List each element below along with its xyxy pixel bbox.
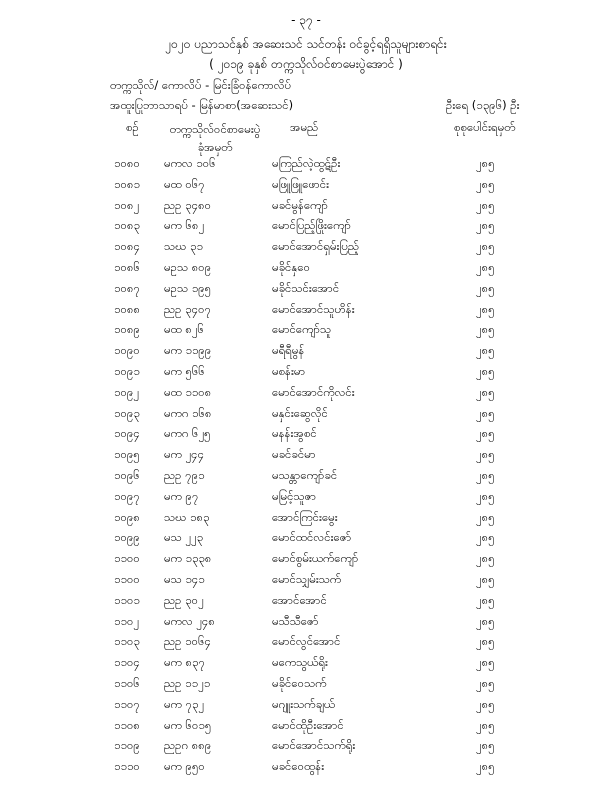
- table-row: [0, 218, 612, 239]
- student-name: မောင်စွမ်းယက်ကျော်: [272, 551, 359, 566]
- total-marks: ၂၈၅: [476, 467, 495, 482]
- total-marks: ၂၈၅: [476, 405, 495, 420]
- student-name: မကြည်လဲ့ထွဋ်ဦး: [272, 156, 341, 170]
- table-row: [0, 468, 612, 489]
- student-name: မောင်အောင်သက်ရိုး: [272, 738, 356, 753]
- total-marks: ၂၈၅: [476, 592, 495, 607]
- total-marks: ၂၈၅: [476, 634, 495, 649]
- table-row: [0, 322, 612, 343]
- registration-number: မက ၂၄၄: [164, 447, 205, 462]
- student-name: မဂျူးသက်ချယ်: [272, 696, 336, 711]
- row-number: ၁၀၈၇: [114, 280, 140, 295]
- row-number: ၁၀၉၉: [114, 530, 140, 545]
- registration-number: ညဥ ၃၄၈၀: [164, 197, 212, 212]
- registration-number: မက ၈၃၇: [164, 655, 205, 670]
- row-number: ၁၀၈၃: [114, 218, 140, 233]
- row-number: ၁၀၉၈: [114, 509, 140, 524]
- registration-number: မက ၅၆၆: [164, 363, 205, 378]
- document-subtitle: ( ၂၀၁၉ ခုနှစ် တက္ကသိုလ်ဝင်စာမေးပွဲအောင် ): [209, 57, 403, 71]
- table-row: [0, 364, 612, 385]
- registration-number: မထ ၁၁၀၈: [164, 384, 212, 399]
- total-marks: ၂၈၅: [476, 530, 495, 545]
- table-row: [0, 281, 612, 302]
- region-line: တက္ကသိုလ်/ ကောလိပ် - မြင်းခြံဝန်ကောလိပ်: [110, 78, 292, 92]
- total-marks: ၂၈၅: [476, 239, 495, 254]
- student-name: မနန်းအွစင်: [272, 426, 317, 441]
- registration-number: မက ၁၃၃၈: [164, 551, 212, 566]
- registration-number: မဥသ ၈၀၉: [164, 259, 212, 274]
- student-name: မခင်မွန်ကျော်: [272, 197, 328, 212]
- total-marks: ၂၈၅: [476, 156, 495, 170]
- row-number: ၁၀၈၁: [114, 176, 140, 191]
- student-name: မောင်ပြည့်ဖြိုးကျော်: [272, 218, 351, 233]
- total-marks: ၂၈၅: [476, 218, 495, 233]
- table-row: [0, 551, 612, 572]
- table-row: [0, 198, 612, 219]
- total-marks: ၂၈၅: [476, 571, 495, 586]
- table-row: [0, 572, 612, 593]
- total-marks: ၂၈၅: [476, 447, 495, 462]
- table-row: [0, 593, 612, 614]
- document-title: ၂၀၂၀ ပညာသင်နှစ် အဆေးသင် သင်တန်း ဝင်ခွင့်ရရှိသူများစာရင်း: [165, 37, 447, 51]
- student-name: မောင်အောင်ရှမ်းပြည့်: [272, 239, 360, 254]
- table-row: [0, 676, 612, 697]
- table-row: [0, 697, 612, 718]
- total-marks: ၂၈၅: [476, 384, 495, 399]
- total-marks: ၂၈၅: [476, 509, 495, 524]
- row-number: ၁၁၀၃: [114, 634, 140, 649]
- registration-number: မထ ၈၂၆: [164, 322, 205, 337]
- page-number: - ၃၇ -: [291, 13, 321, 27]
- row-number: ၁၁၀၀: [114, 571, 140, 586]
- column-header-registration-line2: ခုံအမှတ်: [197, 140, 233, 154]
- table-row: [0, 447, 612, 468]
- student-name: မသန္တာကျော်ခင်: [272, 467, 338, 482]
- registration-number: မကဂ ၆၂၅: [164, 426, 211, 441]
- row-number: ၁၀၈၆: [114, 259, 140, 274]
- student-name: မောင်သျှမ်းသက်: [272, 571, 342, 586]
- row-number: ၁၀၉၁: [114, 363, 140, 378]
- registration-number: မကဂ ၁၆၈: [164, 405, 212, 420]
- total-marks: ၂၈၅: [476, 655, 495, 670]
- total-marks: ၂၈၅: [476, 259, 495, 274]
- total-marks: ၂၈၅: [476, 197, 495, 212]
- total-marks: ၂၈၅: [476, 613, 495, 628]
- total-marks: ၂၈၅: [476, 301, 495, 316]
- results-list: [0, 156, 612, 780]
- table-row: [0, 239, 612, 260]
- row-number: ၁၁၀၂: [114, 613, 140, 628]
- row-number: ၁၀၉၃: [114, 405, 140, 420]
- table-row: [0, 634, 612, 655]
- student-name: မောင်အောင်ကိုလင်း: [272, 384, 355, 399]
- row-number: ၁၀၈၈: [114, 301, 141, 316]
- row-number: ၁၀၈၂: [114, 197, 140, 212]
- total-marks: ၂၈၅: [476, 551, 495, 566]
- student-name: မခင်ခင်မာ: [272, 447, 316, 462]
- student-name: မစန်းမာ: [272, 363, 306, 378]
- registration-number: မက ၉၅၀: [164, 759, 205, 774]
- table-row: [0, 385, 612, 406]
- subject-line: အထူးပြုဘာသာရပ် - မြန်မာစာ(အဆေးသင်): [110, 98, 294, 112]
- table-row: [0, 260, 612, 281]
- registration-number: ညဥဂ ၈၈၉: [164, 738, 212, 753]
- table-row: [0, 655, 612, 676]
- table-row: [0, 177, 612, 198]
- student-name: မကေသွယ်ရိုး: [272, 655, 328, 670]
- student-name: မနှင်းဆွေလိုင်: [272, 405, 328, 420]
- registration-number: မကလ ၁၀၆: [164, 156, 216, 170]
- total-marks: ၂၈၅: [476, 426, 495, 441]
- table-row: [0, 614, 612, 635]
- student-name: မောင်ထင်လင်းဇော်: [272, 530, 352, 545]
- table-row: [0, 759, 612, 780]
- registration-number: ညဥ ၁၁၂၁: [164, 675, 211, 690]
- row-number: ၁၁၀၈: [114, 717, 140, 732]
- column-header-registration-line1: တက္ကသိုလ်ဝင်စာမေးပွဲ: [169, 122, 261, 136]
- registration-number: မက ၆၀၁၅: [164, 717, 212, 732]
- registration-number: မက ၆၈၂: [164, 218, 205, 233]
- column-header-registration: [160, 120, 270, 156]
- row-number: ၁၁၀၀: [114, 551, 140, 566]
- total-marks: ၂၈၅: [476, 675, 495, 690]
- column-header-marks: စုစုပေါင်းရမှတ်: [454, 120, 516, 134]
- registration-number: မက ၁၁၉၉: [164, 343, 212, 358]
- registration-number: မသ ၁၄၁: [164, 571, 205, 586]
- student-name: မခိုင်နှဝေ: [272, 259, 311, 274]
- table-row: [0, 718, 612, 739]
- registration-number: မက ၇၃၂: [164, 696, 205, 711]
- registration-number: သဃ ၁၈၃: [164, 509, 210, 524]
- registration-number: ညဥ ၃၄၀၇: [164, 301, 212, 316]
- row-number: ၁၀၈၉: [114, 322, 140, 337]
- student-name: အောင်အောင်: [272, 592, 327, 607]
- row-number: ၁၁၀၄: [114, 655, 140, 670]
- student-name: မမြင့်သူဇာ: [272, 488, 317, 503]
- total-marks: ၂၈၅: [476, 488, 495, 503]
- table-row: [0, 343, 612, 364]
- column-header-name: အမည်: [290, 120, 319, 134]
- row-number: ၁၁၀၇: [114, 696, 140, 711]
- total-count: ဦးရေ (၁၃၉၆) ဦး: [446, 98, 520, 112]
- student-name: အောင်ကြင်းမွေး: [272, 509, 338, 524]
- student-name: မခိုင်သင်းအောင်: [272, 280, 340, 295]
- student-name: မသီသီဇော်: [272, 613, 319, 628]
- registration-number: မဥသ ၁၉၅: [164, 280, 212, 295]
- registration-number: မသ ၂၂၃: [164, 530, 204, 545]
- total-marks: ၂၈၅: [476, 717, 495, 732]
- total-marks: ၂၈၅: [476, 322, 495, 337]
- student-name: မောင်လွင်အောင်: [272, 634, 341, 649]
- student-name: မောင်ကျော်သူ: [272, 322, 332, 337]
- row-number: ၁၁၀၁: [114, 592, 140, 607]
- total-marks: ၂၈၅: [476, 363, 495, 378]
- student-name: မခိုင်ဝေသက်: [272, 675, 327, 690]
- row-number: ၁၀၉၂: [114, 384, 140, 399]
- total-marks: ၂၈၅: [476, 696, 495, 711]
- student-name: မရီရီမွန်: [272, 343, 305, 358]
- table-row: [0, 156, 612, 177]
- row-number: ၁၀၉၆: [114, 467, 140, 482]
- student-name: မောင်ထိုဦးအောင်: [272, 717, 344, 732]
- row-number: ၁၀၈၄: [114, 239, 140, 254]
- registration-number: ညဥ ၁၀၆၄: [164, 634, 212, 649]
- registration-number: မက ၉၇: [164, 488, 199, 503]
- student-name: မခင်ဝေထွန်း: [272, 759, 325, 774]
- total-marks: ၂၈၅: [476, 759, 495, 774]
- table-row: [0, 406, 612, 427]
- column-header-no: စဉ်: [126, 120, 139, 134]
- total-marks: ၂၈၅: [476, 738, 495, 753]
- table-row: [0, 530, 612, 551]
- student-name: မဖြူဖြူဖောင်း: [272, 176, 330, 191]
- row-number: ၁၁၀၉: [114, 738, 140, 753]
- table-row: [0, 738, 612, 759]
- total-marks: ၂၈၅: [476, 176, 495, 191]
- row-number: ၁၀၉၇: [114, 488, 140, 503]
- student-name: မောင်အောင်သူဟိန်း: [272, 301, 355, 316]
- registration-number: ညဥ ၇၉၁: [164, 467, 205, 482]
- table-row: [0, 510, 612, 531]
- registration-number: မကလ ၂၄၈: [164, 613, 215, 628]
- row-number: ၁၁၀၆: [114, 675, 140, 690]
- total-marks: ၂၈၅: [476, 280, 495, 295]
- registration-number: မထ ၀၆၇: [164, 176, 205, 191]
- row-number: ၁၀၉၀: [114, 343, 140, 358]
- row-number: ၁၀၉၄: [114, 426, 140, 441]
- table-row: [0, 426, 612, 447]
- table-row: [0, 302, 612, 323]
- registration-number: ညဥ ၃၀၂: [164, 592, 204, 607]
- row-number: ၁၀၈၀: [114, 156, 140, 170]
- total-marks: ၂၈၅: [476, 343, 495, 358]
- table-row: [0, 489, 612, 510]
- row-number: ၁၀၉၅: [114, 447, 140, 462]
- registration-number: သဃ ၃၁: [164, 239, 203, 254]
- row-number: ၁၁၁၀: [114, 759, 140, 774]
